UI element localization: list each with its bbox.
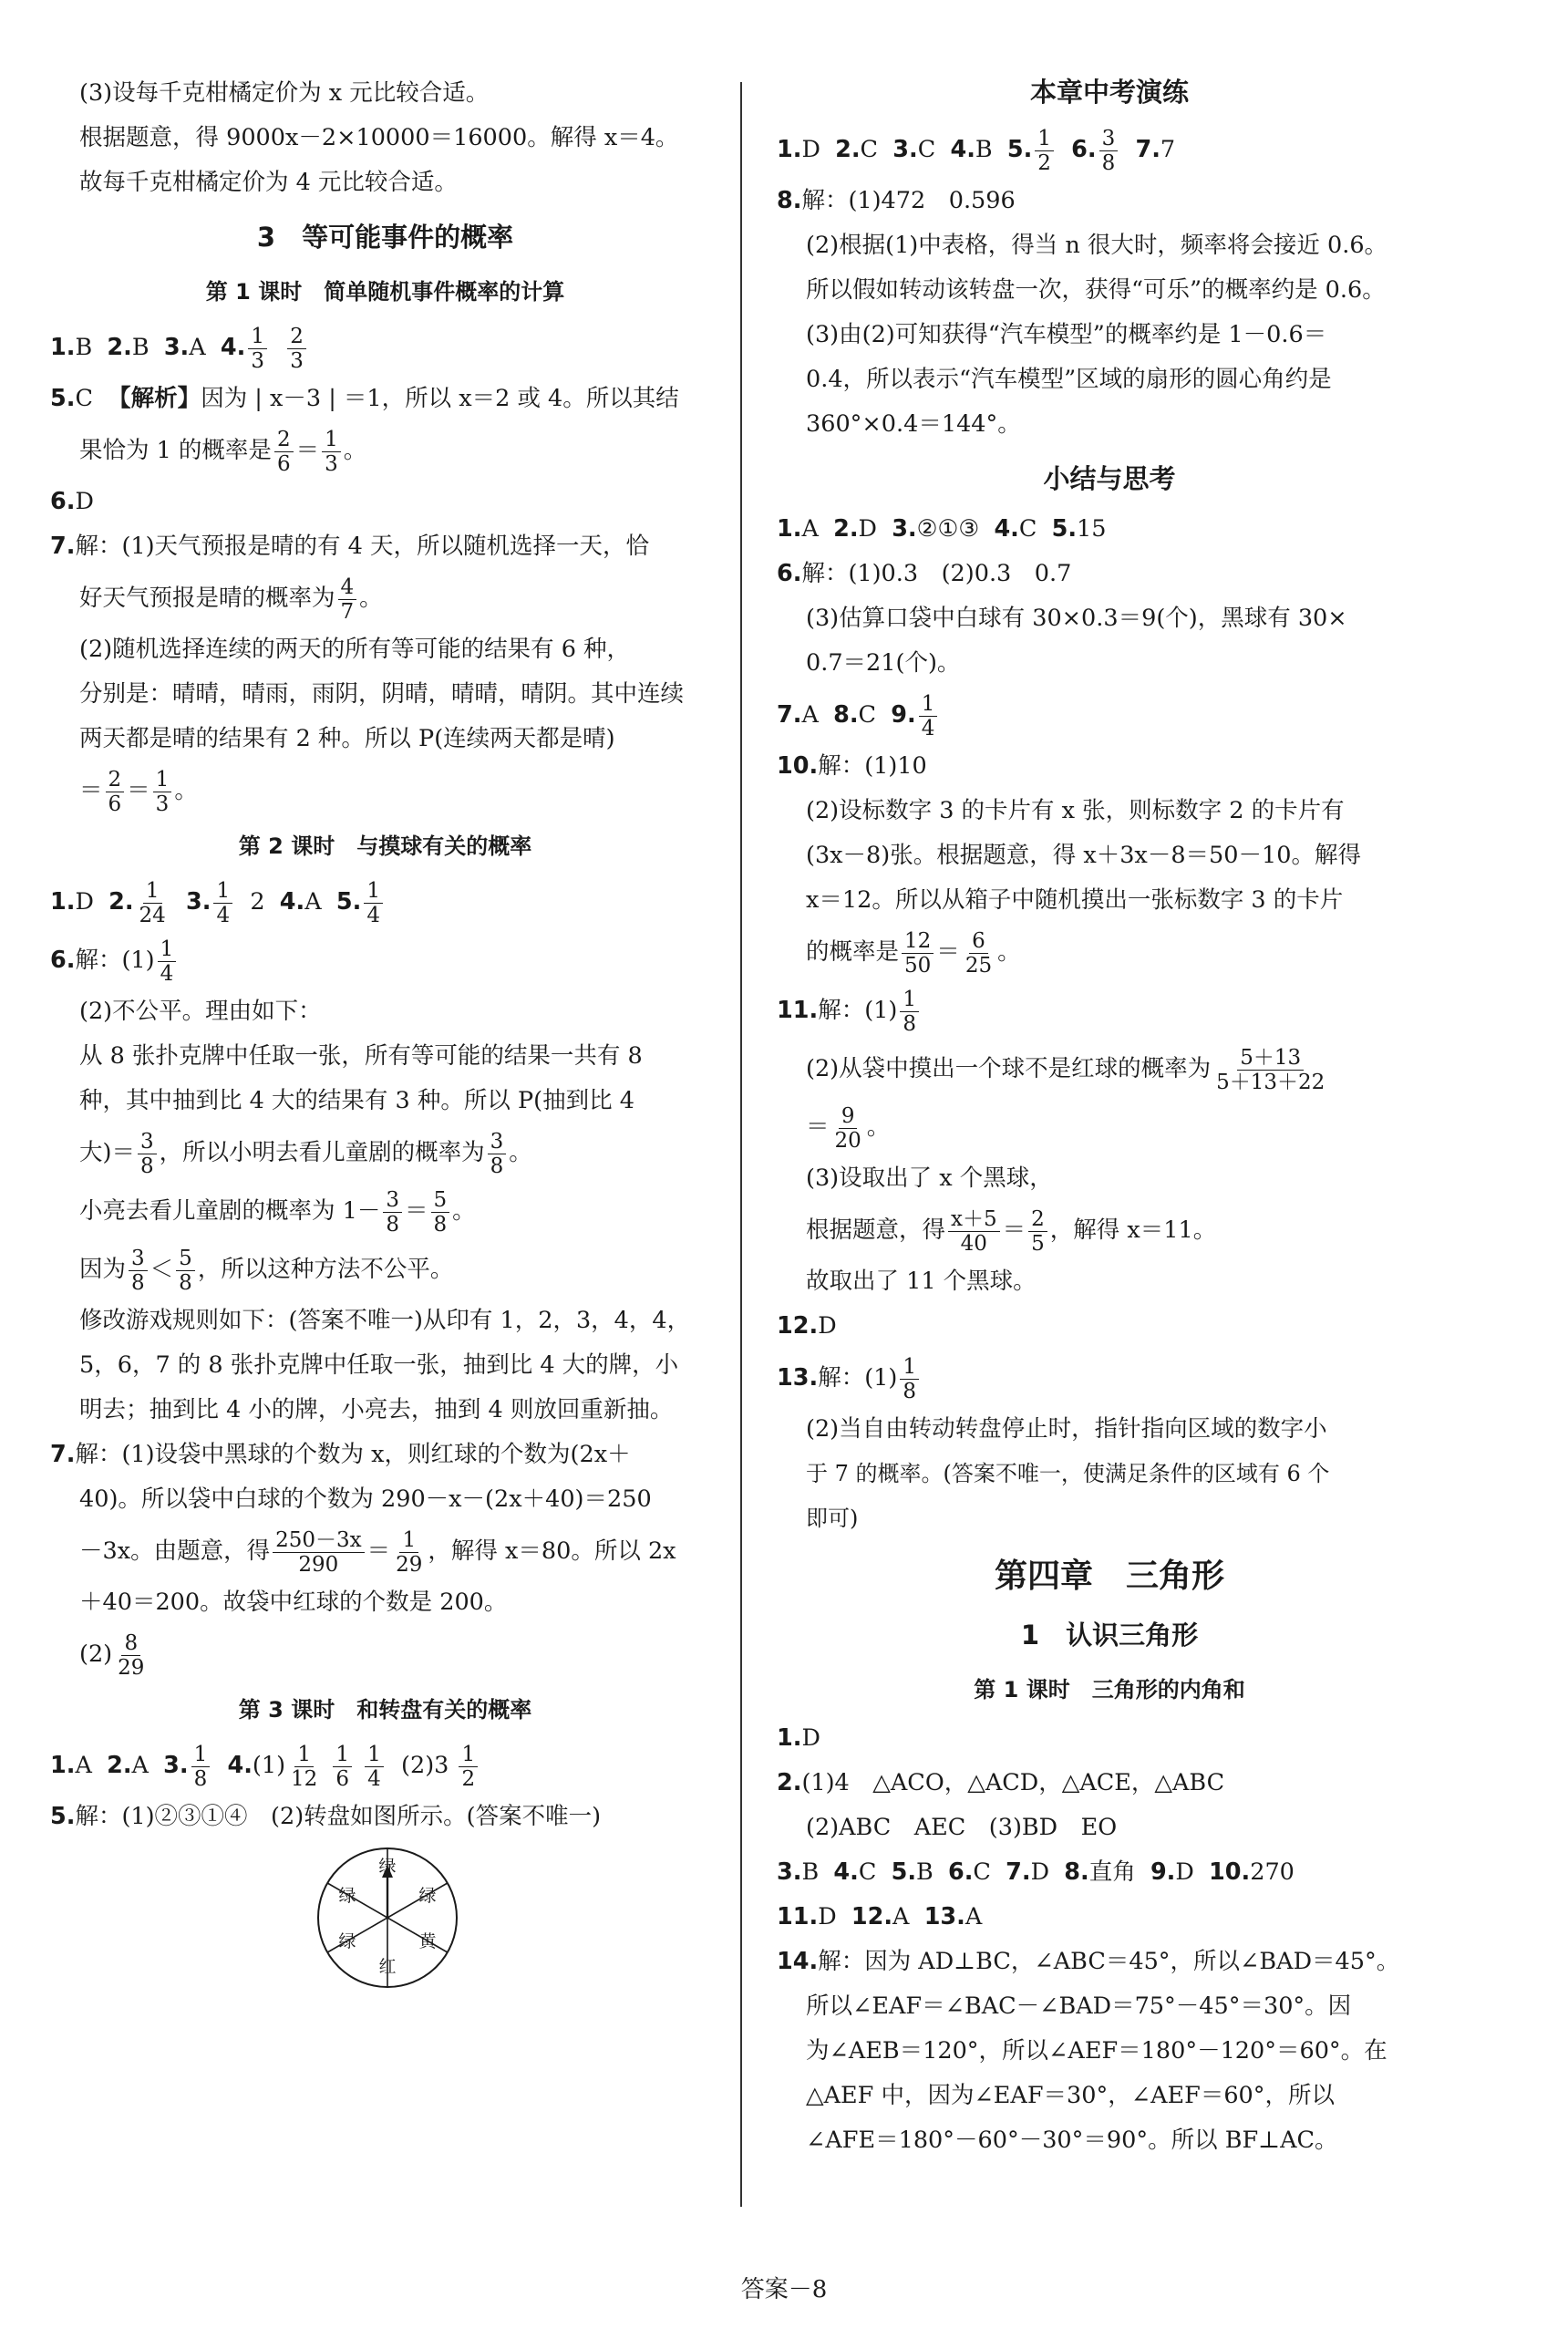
right-column [777, 71, 1442, 2163]
fraction: $\frac{5+13}{5+13+22}$ [1216, 1045, 1326, 1094]
answer-line: (2)随机选择连续的两天的所有等可能的结果有 6 种， [79, 636, 631, 663]
answer-line: 1.B 2.B 3.A 4. $\frac{1}{3}$ $\frac{2}{3}$ [50, 318, 720, 377]
fraction: $\frac{x+5}{40}$ [948, 1207, 1000, 1256]
spinner-diagram [315, 1845, 460, 1991]
section-title: 3 等可能事件的概率 [256, 222, 514, 253]
spinner-sector-label: 绿 [418, 1886, 437, 1906]
answer-line: 360°×0.4＝144°。 [806, 410, 1021, 438]
lesson-title: 第 1 课时 三角形的内角和 [974, 1677, 1245, 1703]
fraction: $\frac{1}{4}$ [213, 879, 232, 927]
answer-line: (2)ABC AEC (3)BD EO [806, 1814, 1118, 1841]
spinner-sector-label: 绿 [378, 1857, 397, 1877]
answer-line: △AEF 中，因为∠EAF＝30°，∠AEF＝60°，所以 [806, 2082, 1336, 2109]
section-title: 小结与思考 [1043, 463, 1176, 494]
fraction: $\frac{1}{12}$ [291, 1742, 318, 1791]
answer-line: 3.B 4.C 5.B 6.C 7.D 8.直角 9.D 10.270 [777, 1858, 1295, 1886]
lesson-title: 第 1 课时 简单随机事件概率的计算 [205, 279, 565, 305]
answer-line: 于 7 的概率。(答案不唯一，使满足条件的区域有 6 个 [806, 1461, 1330, 1486]
fraction: $\frac{5}{8}$ [431, 1188, 450, 1237]
answer-line: 1.A 2.A 3. $\frac{1}{8}$ 4.(1) $\frac{1}{12}$ $\frac{1}{6}$ $\frac{1}{4}$ (2)3 $\frac{1}{2}$ [50, 1736, 720, 1795]
answer-line: x＝12。所以从箱子中随机摸出一张标数字 3 的卡片 [806, 886, 1344, 914]
fraction: $\frac{3}{8}$ [129, 1247, 148, 1295]
answer-line: ＝ $\frac{9}{20}$ 。 [806, 1103, 891, 1153]
answer-line: 5.C 【解析】因为 | x－3 | ＝1，所以 x＝2 或 4。所以其结 [50, 385, 679, 412]
fraction: $\frac{1}{29}$ [396, 1527, 423, 1577]
answer-line: 小亮去看儿童剧的概率为 1－ $\frac{3}{8}$ ＝ $\frac{5}{8}$ 。 [79, 1187, 476, 1237]
answer-line: 1.D 2. $\frac{1}{24}$ 3. $\frac{1}{4}$ 2 4.A 5. $\frac{1}{4}$ [50, 873, 720, 931]
answer-line: ∠AFE＝180°－60°－30°＝90°。所以 BF⊥AC。 [806, 2127, 1338, 2154]
fraction: $\frac{1}{3}$ [322, 428, 341, 476]
spinner-sector-label: 绿 [338, 1931, 356, 1951]
left-column [50, 71, 720, 1991]
fraction: $\frac{2}{6}$ [106, 768, 125, 816]
answer-line: (2)当自由转动转盘停止时，指针指向区域的数字小 [806, 1415, 1327, 1443]
answer-line: 两天都是晴的结果有 2 种。所以 P(连续两天都是晴) [79, 725, 615, 752]
text-line: 根据题意，得 9000x－2×10000＝16000。解得 x＝4。 [79, 124, 679, 151]
answer-line: 2.(1)4 △ACO，△ACD，△ACE，△ABC [777, 1769, 1225, 1796]
fraction: $\frac{1}{4}$ [158, 937, 177, 986]
answer-line: (2) $\frac{8}{29}$ [50, 1625, 720, 1683]
spinner-sector-label: 红 [378, 1957, 397, 1977]
fraction: $\frac{12}{50}$ [902, 929, 934, 978]
fraction: $\frac{4}{7}$ [338, 575, 357, 624]
answer-line: 种，其中抽到比 4 大的结果有 3 种。所以 P(抽到比 4 [79, 1087, 634, 1114]
fraction: $\frac{2}{3}$ [287, 325, 306, 373]
answer-line: 根据题意，得 $\frac{x+5}{40}$ ＝ $\frac{2}{5}$ ，解得 x＝11。 [806, 1206, 1217, 1256]
answer-line: 即可) [806, 1506, 859, 1531]
answer-line: 11.D 12.A 13.A [777, 1903, 983, 1930]
fraction: $\frac{5}{8}$ [176, 1247, 195, 1295]
answer-line: 5.解：(1)②③①④ (2)转盘如图所示。(答案不唯一) [50, 1803, 602, 1830]
answer-line: 7.解：(1)天气预报是晴的有 4 天，所以随机选择一天，恰 [50, 533, 649, 560]
answer-line: (3)设取出了 x 个黑球， [806, 1164, 1053, 1192]
text-line: (3)设每千克柑橘定价为 x 元比较合适。 [79, 79, 490, 107]
fraction: $\frac{1}{8}$ [900, 1355, 919, 1403]
answer-line: 7.A 8.C 9. $\frac{1}{4}$ [777, 686, 1442, 744]
answer-line: 0.4，所以表示“汽车模型”区域的扇形的圆心角约是 [806, 366, 1332, 393]
answer-line: (3)估算口袋中白球有 30×0.3＝9(个)，黑球有 30× [806, 605, 1347, 632]
fraction: $\frac{3}{8}$ [383, 1188, 402, 1237]
column-divider [740, 82, 742, 2207]
answer-line: 6.D [50, 488, 94, 515]
fraction: $\frac{2}{5}$ [1028, 1207, 1047, 1256]
answer-line: 好天气预报是晴的概率为 $\frac{4}{7}$ 。 [79, 574, 383, 624]
answer-line: 大)＝ $\frac{3}{8}$ ，所以小明去看儿童剧的概率为 $\frac{3}{8}$ 。 [79, 1129, 532, 1178]
fraction: $\frac{1}{3}$ [153, 768, 172, 816]
fraction: $\frac{1}{4}$ [365, 1743, 384, 1791]
section-title: 1 认识三角形 [1020, 1620, 1199, 1651]
answer-line: 5，6，7 的 8 张扑克牌中任取一张，抽到比 4 大的牌，小 [79, 1351, 679, 1379]
answer-line: (2)设标数字 3 的卡片有 x 张，则标数字 2 的卡片有 [806, 797, 1345, 824]
chapter-title: 第四章 三角形 [994, 1558, 1224, 1595]
fraction: $\frac{1}{4}$ [364, 879, 383, 927]
answer-line: 11.解：(1) $\frac{1}{8}$ [777, 981, 1442, 1040]
answer-line: (2)根据(1)中表格，得当 n 很大时，频率将会接近 0.6。 [806, 232, 1388, 259]
fraction: $\frac{6}{25}$ [965, 928, 993, 978]
fraction: $\frac{8}{29}$ [118, 1630, 145, 1680]
fraction: $\frac{2}{6}$ [274, 428, 294, 476]
answer-line: ＋40＝200。故袋中红球的个数是 200。 [79, 1589, 508, 1616]
answer-line: 14.解：因为 AD⊥BC，∠ABC＝45°，所以∠BAD＝45°。 [777, 1948, 1400, 1975]
text-line: 故每千克柑橘定价为 4 元比较合适。 [79, 169, 458, 196]
answer-line: 7.解：(1)设袋中黑球的个数为 x，则红球的个数为(2x＋ [50, 1441, 631, 1468]
answer-line: 8.解：(1)472 0.596 [777, 187, 1016, 214]
answer-line: 明去；抽到比 4 小的牌，小亮去，抽到 4 则放回重新抽。 [79, 1396, 674, 1423]
fraction: $\frac{3}{8}$ [138, 1130, 157, 1178]
answer-line: (3)由(2)可知获得“汽车模型”的概率约是 1－0.6＝ [806, 321, 1327, 348]
spinner-sector-label: 黄 [418, 1931, 437, 1951]
answer-line: 修改游戏规则如下：(答案不唯一)从印有 1，2，3，4，4， [79, 1307, 691, 1334]
answer-line: (3x－8)张。根据题意，得 x＋3x－8＝50－10。解得 [806, 842, 1361, 869]
answer-line: 10.解：(1)10 [777, 752, 927, 780]
answer-line: 所以假如转动该转盘一次，获得“可乐”的概率约是 0.6。 [806, 276, 1386, 304]
page-footer: 答案－8 [740, 2276, 828, 2303]
answer-line: 果恰为 1 的概率是 $\frac{2}{6}$ ＝ $\frac{1}{3}$ 。 [79, 427, 367, 476]
fraction: $\frac{1}{2}$ [1035, 127, 1054, 175]
fraction: $\frac{1}{6}$ [333, 1743, 352, 1791]
answer-line: (2)不公平。理由如下： [79, 998, 322, 1025]
fraction: $\frac{9}{20}$ [834, 1103, 861, 1153]
fraction: $\frac{1}{8}$ [191, 1743, 211, 1791]
answer-line: 所以∠EAF＝∠BAC－∠BAD＝75°－45°＝30°。因 [806, 1992, 1352, 2020]
fraction: $\frac{3}{8}$ [1099, 127, 1119, 175]
answer-line: ＝ $\frac{2}{6}$ ＝ $\frac{1}{3}$ 。 [79, 767, 198, 816]
fraction: $\frac{1}{2}$ [459, 1743, 478, 1791]
fraction: $\frac{1}{3}$ [248, 325, 267, 373]
lesson-title: 第 3 课时 和转盘有关的概率 [238, 1697, 532, 1723]
section-title: 本章中考演练 [1029, 77, 1189, 108]
answer-line: 6.解：(1) $\frac{1}{4}$ [50, 931, 720, 989]
fraction: $\frac{1}{4}$ [919, 692, 938, 740]
fraction: $\frac{1}{8}$ [900, 988, 919, 1036]
answer-line: 0.7＝21(个)。 [806, 649, 961, 677]
answer-line: 6.解：(1)0.3 (2)0.3 0.7 [777, 560, 1072, 587]
answer-line: 为∠AEB＝120°，所以∠AEF＝180°－120°＝60°。在 [806, 2037, 1387, 2065]
answer-line: 故取出了 11 个黑球。 [806, 1268, 1037, 1295]
fraction: $\frac{3}{8}$ [488, 1130, 507, 1178]
answer-line: 因为 $\frac{3}{8}$ ＜ $\frac{5}{8}$ ，所以这种方法不公平。 [79, 1246, 454, 1295]
fraction: $\frac{250-3x}{290}$ [273, 1528, 365, 1577]
answer-line: (2)从袋中摸出一个球不是红球的概率为 $\frac{5+13}{5+13+22}$ [777, 1040, 1442, 1098]
answer-line: 分别是：晴晴，晴雨，雨阴，阴晴，晴晴，晴阴。其中连续 [79, 680, 685, 708]
answer-line: 1.A 2.D 3.②①③ 4.C 5.15 [777, 515, 1107, 543]
answer-line: －3x。由题意，得 $\frac{250-3x}{290}$ ＝ $\frac{1}{29}$ ，解得 x＝80。所以 2x [79, 1527, 676, 1577]
answer-line: 40)。所以袋中白球的个数为 290－x－(2x＋40)＝250 [79, 1485, 652, 1513]
answer-line: 的概率是 $\frac{12}{50}$ ＝ $\frac{6}{25}$ 。 [806, 928, 1021, 978]
answer-line: 从 8 张扑克牌中任取一张，所有等可能的结果一共有 8 [79, 1042, 643, 1070]
spinner-sector-label: 绿 [338, 1886, 356, 1906]
answer-line: 1.D 2.C 3.C 4.B 5. $\frac{1}{2}$ 6. $\frac{3}{8}$ 7.7 [777, 126, 1176, 175]
answer-line: 12.D [777, 1312, 837, 1340]
fraction: $\frac{1}{24}$ [139, 878, 166, 927]
answer-line: 1.D [777, 1724, 820, 1752]
answer-line: 13.解：(1) $\frac{1}{8}$ [777, 1349, 1442, 1407]
lesson-title: 第 2 课时 与摸球有关的概率 [238, 833, 532, 859]
